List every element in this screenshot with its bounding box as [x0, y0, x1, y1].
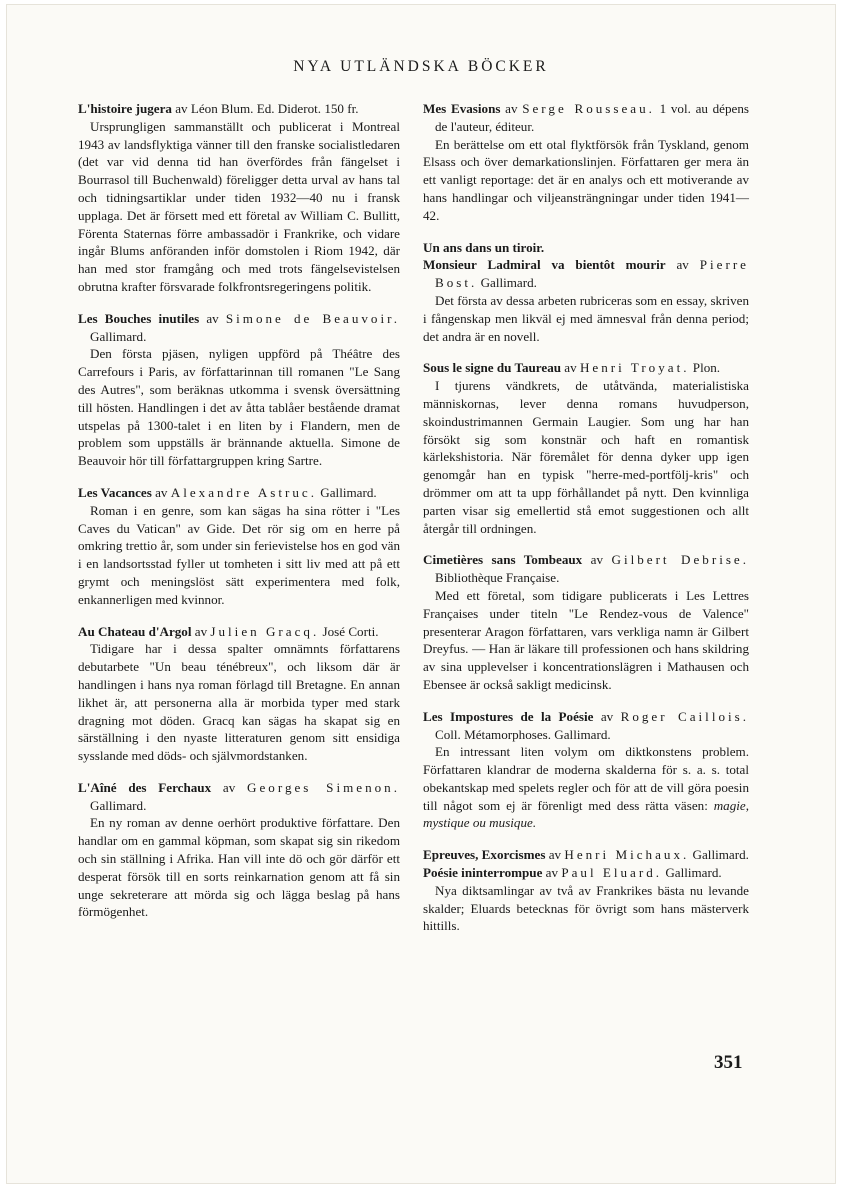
review-text: En ny roman av denne oerhört produktive författare. Den handlar om en gammal köpman, som skapat sig sin rikedom och sin ställning i Afrika. Han vill inte dö och gör därför ett desperat försök till en sorts reinkarnation genom att få sin unge sekreterare att mörda sig och lägga beslag på hans förmögenhet. — [78, 815, 400, 920]
review-entry — [423, 551, 749, 693]
review-text: Det första av dessa arbeten rubriceras som en essay, skriven i fångenskap men likväl ej med ämnesval från denna period; det andra är en novell. — [423, 292, 749, 344]
author-name: Henri Troyat. — [579, 360, 690, 376]
review-entry — [423, 708, 749, 833]
review-text: En berättelse om ett otal flyktförsök från Tyskland, genom Elsass och över demarkationslinjen. Författaren ger mera än ett vanligt reportage: det är en analys och ett motiverande av hans handlingar och viljeansträngningar under tiden 1941—42. — [423, 136, 749, 223]
separator: av — [211, 779, 248, 795]
review-entry — [423, 359, 749, 537]
publisher: Bibliothèque Française. — [435, 570, 560, 586]
book-title: Sous le signe du Taureau — [423, 360, 562, 376]
author-name: Alexandre Astruc. — [170, 484, 318, 500]
author-name: Pierre Bost. — [435, 257, 749, 291]
book-title: Cimetières sans Tombeaux — [423, 552, 583, 568]
book-title: Les Vacances — [78, 484, 152, 500]
review-text: Tidigare har i dessa spalter omnämnts författarens debutarbete "Un beau ténébreux", och liksom där är handlingen i hans nya roman förlagd till Bretagne. En annan likhet är, att personerna alla är morbida typer med stark dragning mot döden. Gracq kan sägas ha skapat sig en särställning i den nyaste litteraturen genom sitt ensidiga sysslande med döds- och självmordstanken. — [78, 641, 400, 764]
author-name: Julien Gracq. — [210, 623, 320, 639]
book-title: Monsieur Ladmiral va bientôt mourir — [423, 257, 666, 273]
review-text: I tjurens vändkrets, de utåtvända, materialistiska människornas, lever denna romans huvudperson, skoindustrimannen Germain Laugier. Som ung har han försökt sig som konstnär och haft en romantisk kärlekshistoria. När föremålet för denna dyker upp igen genomgår han en typisk "herre-med-portfölj-kris" och drömmer om att ta upp förhållandet på nytt. Den kvinnliga parten visar sig emellertid stå emot suggestionen och allt återgår till ordningen. — [423, 378, 749, 536]
book-title: L'Aîné des Ferchaux — [78, 779, 212, 795]
publisher: Gallimard. — [662, 865, 722, 881]
separator: av — [665, 257, 700, 273]
publisher: Ed. Diderot. 150 fr. — [253, 101, 359, 116]
left-column — [78, 100, 400, 935]
separator: av — [500, 101, 523, 116]
author-name: Henri Michaux. — [564, 847, 690, 863]
book-title: Poésie ininterrompue — [423, 865, 543, 881]
publisher: Gallimard. — [689, 847, 749, 863]
author-name: Georges Simenon. — [247, 779, 400, 795]
review-text — [423, 743, 749, 832]
book-title: Les Bouches inutiles — [78, 310, 200, 326]
review-entry — [78, 484, 400, 609]
publisher: Gallimard. — [90, 328, 147, 344]
separator: av — [199, 310, 226, 326]
review-entry — [423, 100, 749, 225]
author-name: Simone de Beauvoir. — [225, 310, 401, 326]
review-entry — [78, 623, 400, 765]
publisher: Plon. — [689, 360, 721, 376]
review-text-main: En intressant liten volym om diktkonstens problem. Författaren klandrar de moderna skalderna för s. a. s. total obekantskap med spelets regler och för att de vill göra poesin till något som ej är förenligt med dess rätta väsen: — [423, 744, 749, 813]
separator: av — [582, 552, 612, 568]
review-text-italic: magie, mystique ou musique. — [423, 797, 749, 831]
author-name: Paul Eluard. — [561, 865, 663, 881]
right-column — [423, 100, 749, 949]
separator: av — [171, 101, 191, 116]
review-text: Ursprungligen sammanställt och publicerat i Montreal 1943 av landsflyktiga vänner till den franske socialistledaren (det var vid denna tid han överfördes från fängelset i Bourrasol till Buchenwald) föreligger detta urval av hans tal och tidningsartiklar under tiden 1932—40 nu i fransk upplaga. Det är försett med ett företal av William C. Bullitt, Förenta Staternas förre ambassadör i Frankrike, och vidare ingår Blums anföranden inför domstolen i Riom 1942, där han med stor framgång och med trots fängelsevistelsen obrutna krafter försvarade folkfrontsregeringens politik. — [78, 118, 400, 294]
review-entry — [78, 779, 400, 921]
publisher: Coll. Métamorphoses. Gallimard. — [435, 726, 611, 742]
separator: av — [561, 360, 580, 376]
review-entry — [78, 310, 400, 470]
publisher: Gallimard. — [317, 484, 377, 500]
separator: av — [545, 847, 565, 863]
book-title: Les Impostures de la Poésie — [423, 708, 594, 724]
book-title: Mes Evasions — [423, 101, 501, 116]
publisher: José Corti. — [319, 623, 379, 639]
review-text: Nya diktsamlingar av två av Frankrikes bästa nu levande skalder; Eluards betecknas för övrigt som hans mästerverk hittills. — [423, 882, 749, 934]
book-title: L'histoire jugera — [78, 101, 172, 116]
review-entry — [423, 846, 749, 935]
separator: av — [542, 865, 562, 881]
author-name: Roger Caillois. — [620, 708, 750, 724]
publisher: Gallimard. — [477, 275, 537, 291]
review-entry — [423, 239, 749, 346]
author-name: Léon Blum. — [190, 101, 254, 116]
running-head: NYA UTLÄNDSKA BÖCKER — [293, 58, 549, 75]
separator: av — [593, 708, 621, 724]
separator: av — [151, 484, 171, 500]
review-entry — [78, 100, 400, 296]
author-name: Gilbert Debrise. — [611, 552, 750, 568]
book-title: Un ans dans un tiroir. — [423, 239, 545, 255]
book-title: Epreuves, Exorcismes — [423, 847, 546, 863]
publisher: 1 vol. au dépens de l'auteur, éditeur. — [435, 101, 749, 134]
review-text: Den första pjäsen, nyligen uppförd på Théâtre des Carrefours i Paris, av författarinnan till romanen "Le Sang des Autres", som beräknas utkomma i svensk översättning till hösten. Handlingen i det av åtta tablåer bestående dramat utspelas på 1300-talet i en liten by i Flandern, men de problem som uppställs är brännande aktuella. Simone de Beauvoir hör till författargruppen kring Sartre. — [78, 346, 400, 469]
page-number: 351 — [714, 1052, 743, 1073]
book-title: Au Chateau d'Argol — [78, 623, 192, 639]
author-name: Serge Rousseau. — [522, 101, 655, 116]
review-text: Med ett företal, som tidigare publicerats i Les Lettres Françaises under titeln "Le Rendez-vous de Valence" presenterar Aragon författaren, vars verkliga namn är Gilbert Dreyfus. — Han är läkare till professionen och hans skildring av sina upplevelser i koncentrationslägren i Mathausen och Ebensee är också sakligt medicinsk. — [423, 587, 749, 692]
publisher: Gallimard. — [90, 797, 147, 813]
separator: av — [191, 623, 211, 639]
review-text: Roman i en genre, som kan sägas ha sina rötter i "Les Caves du Vatican" av Gide. Det rör sig om en herre på omkring trettio år, som under sin ferievistelse hos en god vän i en landsortsstad fyller ut tomheten i sitt liv med att på ett grymt och meningslöst sätt experimentera med folk, enkannerligen med kvinnor. — [78, 502, 400, 607]
